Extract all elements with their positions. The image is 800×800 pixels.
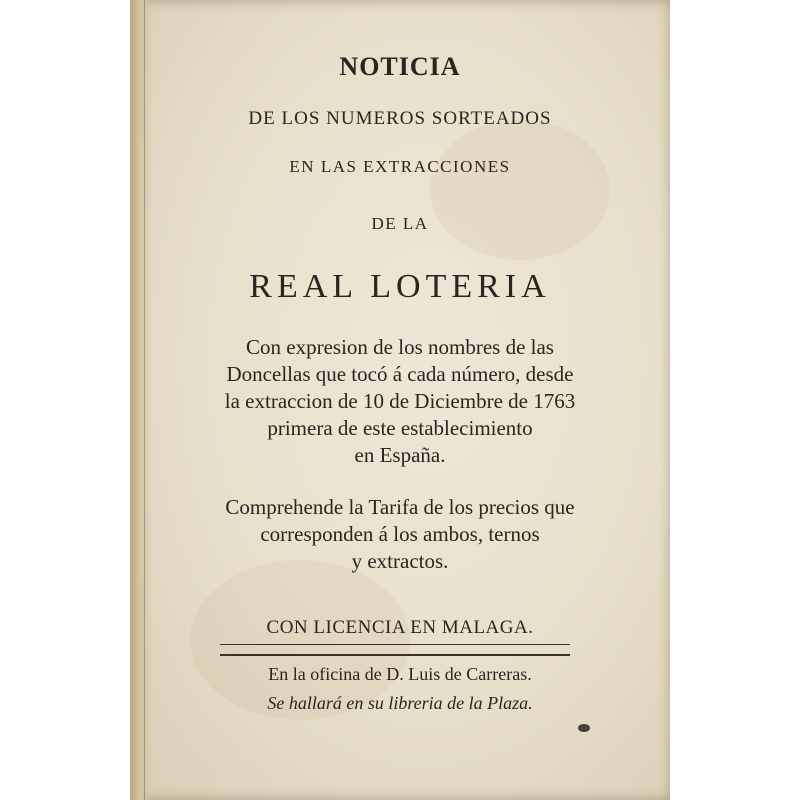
imprint-line-1: En la oficina de D. Luis de Carreras.: [268, 664, 532, 684]
ink-blot: [578, 724, 590, 732]
paper-stain: [430, 120, 610, 260]
subtitle-line-1: DE LOS NUMEROS SORTEADOS: [248, 108, 552, 129]
imprint-line-2: Se hallará en su libreria de la Plaza.: [267, 693, 533, 713]
subtitle-line-3: DE LA: [371, 214, 429, 233]
description-line: en España.: [354, 443, 446, 467]
contents-line: Comprehende la Tarifa de los precios que: [225, 495, 575, 519]
subtitle-line-2: EN LAS EXTRACCIONES: [289, 157, 511, 176]
main-title: REAL LOTERIA: [249, 268, 551, 305]
book-page: [130, 0, 670, 800]
description-line: Doncellas que tocó á cada número, desde: [226, 362, 574, 386]
description-line: la extraccion de 10 de Diciembre de 1763: [224, 389, 576, 413]
divider-rule-thin: [220, 644, 570, 645]
description-paragraph: [130, 334, 670, 469]
license-line: CON LICENCIA EN MALAGA.: [266, 617, 534, 638]
contents-line: corresponden á los ambos, ternos: [260, 522, 540, 546]
description-line: primera de este establecimiento: [267, 416, 533, 440]
divider-rule-thick: [220, 654, 570, 656]
page-title: NOTICIA: [339, 52, 461, 81]
contents-line: y extractos.: [351, 549, 449, 573]
description-line: Con expresion de los nombres de las: [246, 335, 554, 359]
contents-paragraph: [130, 494, 670, 575]
